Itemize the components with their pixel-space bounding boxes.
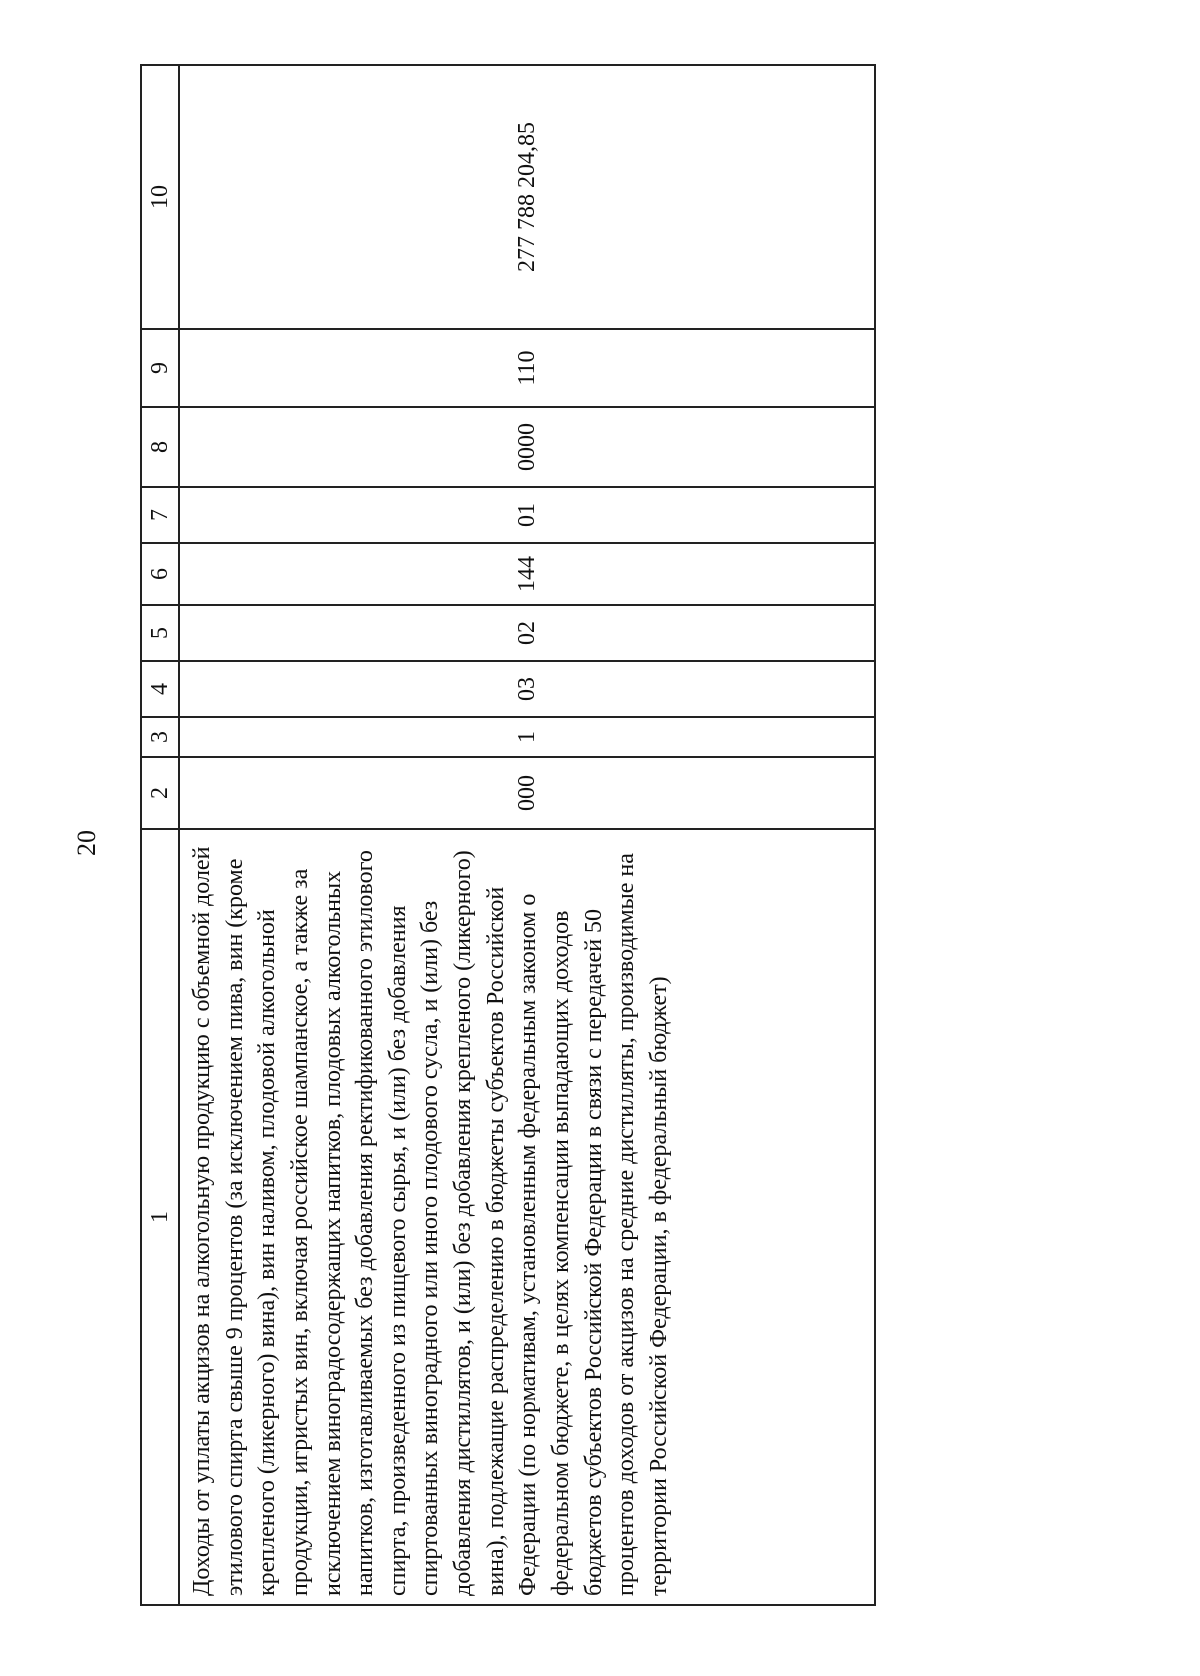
table-row: [179, 65, 875, 1605]
column-header-4: 4: [141, 661, 179, 717]
code-admin: 000: [179, 757, 875, 829]
column-header-7: 7: [141, 487, 179, 543]
column-header-3: 3: [141, 717, 179, 757]
column-header-6: 6: [141, 543, 179, 605]
code-article: 02: [179, 605, 875, 661]
code-group: 1: [179, 717, 875, 757]
budget-revenue-table: [140, 64, 876, 1606]
page-number: 20: [72, 830, 101, 856]
column-header-1: 1: [141, 829, 179, 1605]
column-header-8: 8: [141, 407, 179, 487]
code-classification: 110: [179, 329, 875, 407]
table-header-row: [141, 65, 179, 1605]
column-header-10: 10: [141, 65, 179, 329]
code-subarticle: 144: [179, 543, 875, 605]
code-subgroup: 03: [179, 661, 875, 717]
column-header-5: 5: [141, 605, 179, 661]
revenue-amount: 277 788 204,85: [179, 65, 875, 329]
column-header-2: 2: [141, 757, 179, 829]
column-header-9: 9: [141, 329, 179, 407]
code-element: 01: [179, 487, 875, 543]
revenue-description: Доходы от уплаты акцизов на алкогольную продукцию с объемной долей этилового спирта свыше 9 процентов (за исключением пива, вин (кроме крепленого (ликерного) вина), вин наливом, плодовой алкогольной продукции, игристых вин, включая российское шампанское, а также за исключением виноградосодержащих напитков, плодовых алкогольных напитков, изготавливаемых без добавления ректификованного этилового спирта, произведенного из пищевого сырья, и (или) без добавления спиртованных виноградного или иного плодового сусла, и (или) без добавления дистиллятов, и (или) без добавления крепленого (ликерного) вина), подлежащие распределению в бюджеты субъектов Российской Федерации (по нормативам, установленным федеральным законом о федеральном бюджете, в целях компенсации выпадающих доходов бюджетов субъектов Российской Федерации в связи с передачей 50 процентов доходов от акцизов на средние дистилляты, производимые на территории Российской Федерации, в федеральный бюджет): [179, 829, 875, 1605]
code-program: 0000: [179, 407, 875, 487]
